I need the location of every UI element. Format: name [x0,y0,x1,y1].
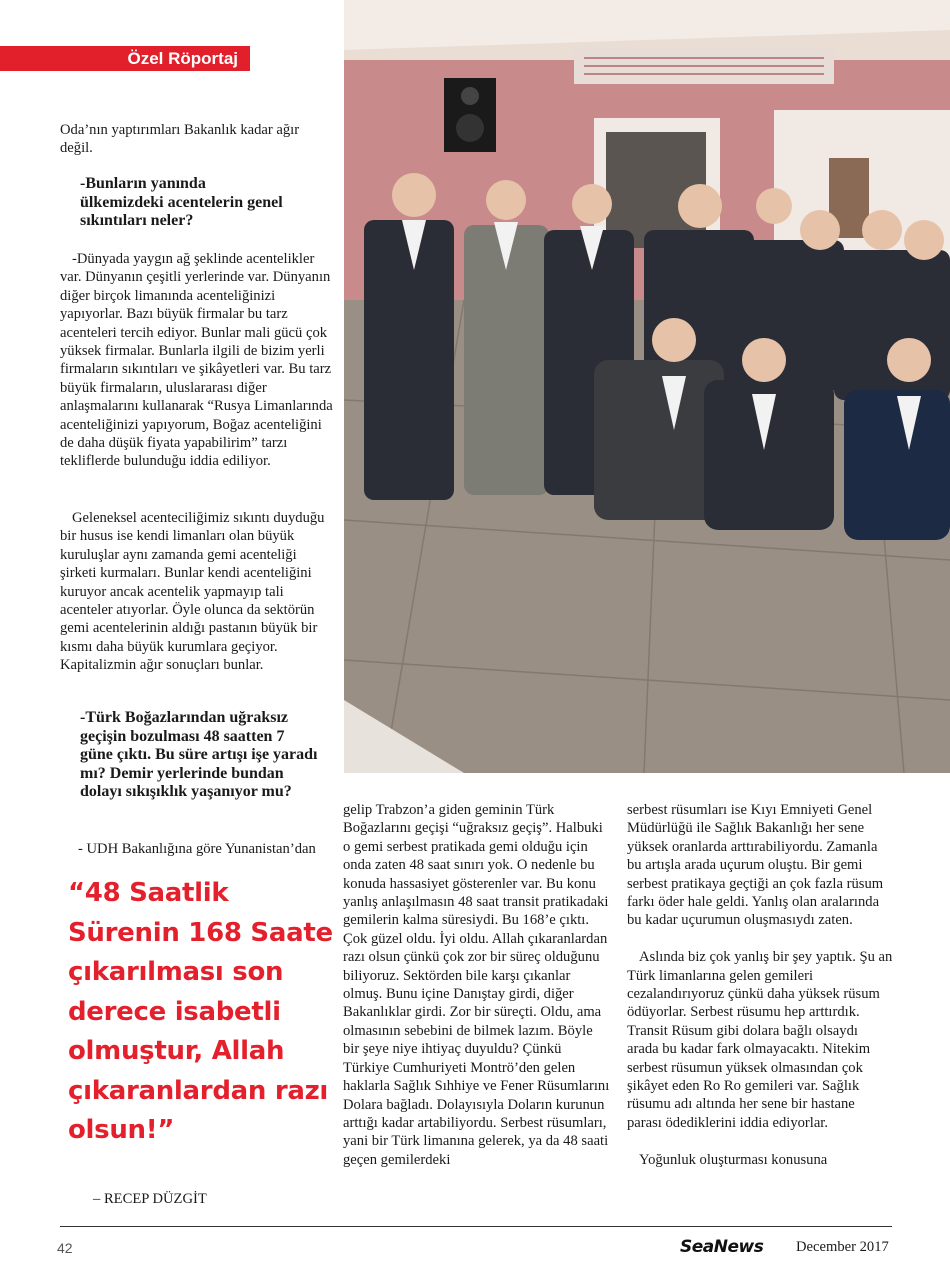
pull-quote: “48 Saatlik Sürenin 168 Saate çıkarılması son derece isabetli olmuştur, Allah çıkaranlardan razı olsun!” [68,878,333,1145]
answer-1-paragraph-1: -Dünyada yaygın ağ şeklinde acentelikler var. Dünyanın çeşitli yerlerinde var. Dünyanın diğer birçok limanında acenteliğinizi yapıyorlar. Bazı büyük firmalar bu tarz acenteleri tercih ediyor. Bunlar mali gücü çok yüksek firmalar. Bunlarla ilgili de bizim yerli firmaların sıkıntıları ve şikâyetleri var. Bu tarz büyük firmaların, uluslararası diğer anlaşmalarını kullanarak “Rusya Limanlarında acenteliğinizi yapıyorum, Boğaz acenteliğini de daha düşük fiyata yapabilirim” tarzı tekliflerde bulunduğu iddia ediliyor. [60,251,333,470]
footer-divider [60,1226,892,1227]
column-3-paragraph-2: Aslında biz çok yanlış bir şey yaptık. Şu an Türk limanlarına gelen gemileri cezalandırıyoruz çünkü daha yüksek rüsum ödüyorlar. Serbest rüsumu hep arttırdık. Transit Rüsum gibi dolara bağlı olsaydı arada bu kadar fark olmayacaktı. Nitekim serbest rüsumun yüksek olmasından çok şikâyet eden Ro Ro gemileri var. Sağlık rüsumu adı altında her sene bir hastane parası ödediklerini iddia ediyorlar. [627,949,893,1131]
section-label: Özel Röportaj [0,46,250,71]
group-photo [344,0,950,773]
issue-date: December 2017 [796,1239,889,1255]
answer-2-start: - UDH Bakanlığına göre Yunanistan’dan [78,841,316,857]
column-2-paragraph-1: gelip Trabzon’a giden geminin Türk Boğazlarını geçişi “uğraksız geçiş”. Halbuki o gemi serbest pratikada gemi olduğu için onda zaten 48 saat sınırı yok. O nedenle bu konuda hassasiyet gösterenler var. Bu konu yanlış anlaşılmasın 48 saat transit pratikadaki gemilerin kalma süresiydi. Bu 168’e çıktı. Çok güzel oldu. İyi oldu. Allah çıkaranlardan razı olsun çünkü çok zor bir süreç olduğunu biliyoruz. Sektörden bile karşı çıkanlar olmuş. Bunu içine Danıştay girdi, diğer Bakanlıklar girdi. Zor bir süreçti. Oldu, ama olmasının sebebini de bilmek lazım. Böyle bir şeye niye ihtiyaç duyuldu? Çünkü Türkiye Cumhuriyeti Montrö’den gelen haklarla Sağlık Sıhhiye ve Fener Rüsumlarını Dolara bağladı. Dolayısıyla Doların kurunun arttığı kadar artabiliyordu. Serbest rüsumları, yani bir Türk limanına gelerek, ya da 48 saati geçen gemilerdeki [343,802,610,1168]
column-2 [343,801,611,1169]
pull-quote-author: – RECEP DÜZGİT [93,1191,207,1207]
intro-text: Oda’nın yaptırımları Bakanlık kadar ağır değil. [60,122,300,157]
question-1: -Bunların yanında ülkemizdeki acentelerin genel sıkıntıları neler? [80,175,283,230]
column-3-paragraph-1: serbest rüsumları ise Kıyı Emniyeti Genel Müdürlüğü ile Sağlık Bakanlığı her sene yüksek oranlarda arttırabiliyordu. Zamanla bu artışla arada uçurum oluştu. Bir gemi serbest pratikaya geçtiği an çok fazla rüsum farkı öder hale geldi. Yanlış olan aralarında bu kadar uçurumun oluşmasıydı zaten. [627,802,884,929]
seanews-logo: SeaNews [680,1237,764,1257]
answer-1-paragraph-2: Geleneksel acenteciliğimiz sıkıntı duyduğu bir husus ise kendi limanları olan büyük kuruluşlar aynı zamanda gemi acenteliği şirketi kurmaları. Bunlar kendi acenteliğini kuruyor ancak acentelik yapmayıp tali acenteler atıyorlar. Öyle olunca da sektörün gemi acentelerinin aldığı pastanın büyük bir kısmı daha büyük kurumlara geçiyor. Kapitalizmin ağır sonuçları bunlar. [60,510,325,674]
question-2: -Türk Boğazlarından uğraksız geçişin bozulması 48 saatten 7 güne çıktı. Bu süre artışı işe yaradı mı? Demir yerlerinde bundan dolayı sıkışıklık yaşanıyor mu? [80,709,318,801]
column-3 [627,801,893,1169]
column-3-paragraph-3: Yoğunluk oluşturması konusuna [639,1151,828,1168]
page-number: 42 [57,1240,73,1256]
